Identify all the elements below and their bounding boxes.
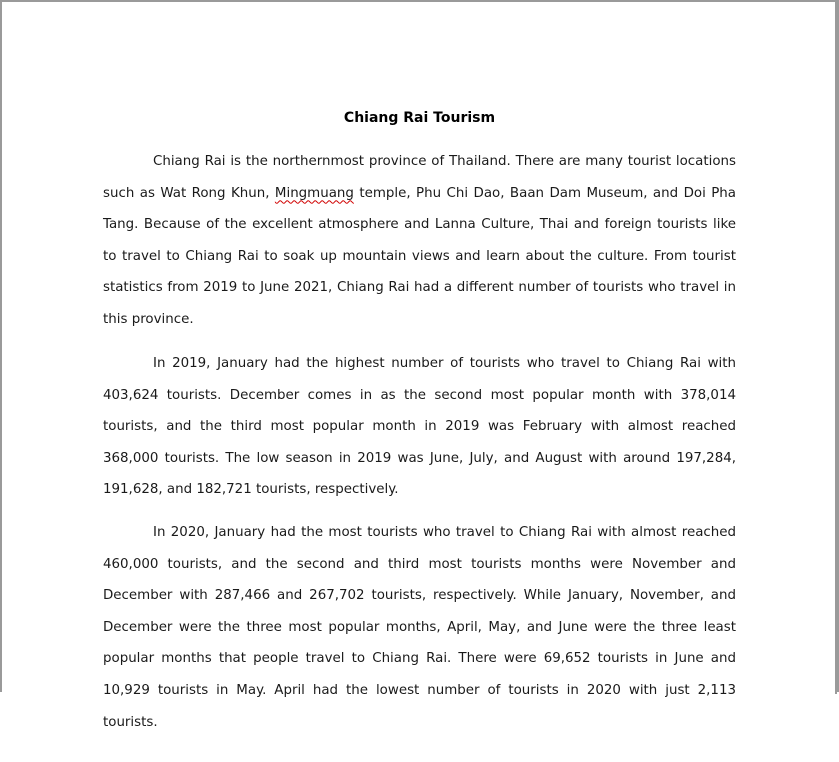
document-title: Chiang Rai Tourism — [343, 110, 496, 126]
paragraph-intro-text-end: temple, Phu Chi Dao, Baan Dam Museum, and Doi Pha Tang. Because of the excellent atmosphere and Lanna Culture, Thai and foreign tourists like to travel to Chiang Rai to soak up mountain views and learn about the culture. From tourist statistics from 2019 to June 2021, Chiang Rai had a different number of tourists who travel in this province. — [103, 185, 736, 327]
misspelled-word[interactable]: Mingmuang — [274, 185, 354, 201]
paragraph-intro[interactable] — [103, 146, 736, 336]
document-page[interactable] — [2, 2, 837, 762]
window-edge — [835, 2, 837, 694]
paragraph-2020[interactable]: In 2020, January had the most tourists who travel to Chiang Rai with almost reached 460,000 tourists, and the second and third most tourists months were November and December with 287,466 and 267,702 tourists, respectively. While January, November, and December were the three most popular months, April, May, and June were the three least popular months that people travel to Chiang Rai. There were 69,652 tourists in June and 10,929 tourists in May. April had the lowest number of tourists in 2020 with just 2,113 tourists. — [103, 525, 736, 730]
paragraph-2019[interactable]: In 2019, January had the highest number of tourists who travel to Chiang Rai with 403,624 tourists. December comes in as the second most popular month with 378,014 tourists, and the third most popular month in 2019 was February with almost reached 368,000 tourists. The low season in 2019 was June, July, and August with around 197,284, 191,628, and 182,721 tourists, respectively. — [103, 356, 736, 498]
paragraph-intro-text-start: Chiang Rai is the northernmost province of Thailand. There are many tourist locations such as Wat Rong Khun, — [103, 154, 736, 201]
